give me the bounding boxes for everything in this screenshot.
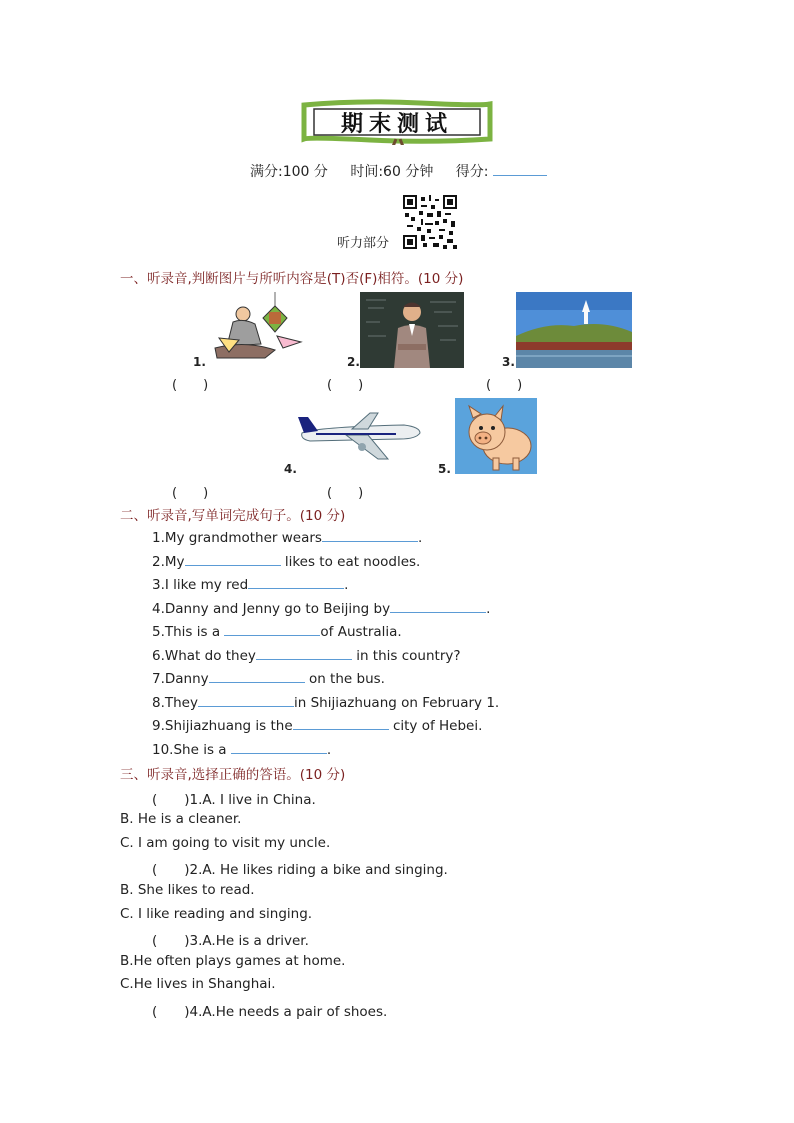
section2-heading: 二、听录音,写单词完成句子。(10 分): [120, 508, 346, 524]
sentence-text: 8.They: [152, 695, 198, 711]
fill-sentence-4: [152, 600, 490, 617]
fill-sentence-5: [152, 623, 402, 640]
option-3c: C.He lives in Shanghai.: [120, 976, 276, 992]
pig-icon: [455, 398, 537, 474]
sentence-text: 7.Danny: [152, 671, 209, 687]
sentence-text: 6.What do they: [152, 648, 256, 664]
sentence-text: 2.My: [152, 554, 185, 570]
score-blank[interactable]: [493, 163, 547, 176]
exam-meta: [250, 161, 565, 181]
sentence-text: 1.My grandmother wears: [152, 530, 322, 546]
sentence-text: in Shijiazhuang on February 1.: [293, 695, 500, 711]
option-1b: B. He is a cleaner.: [120, 811, 242, 827]
sentence-text: 5.This is a: [152, 624, 225, 640]
sentence-text: .: [417, 530, 423, 546]
option-2c: C. I like reading and singing.: [120, 906, 313, 922]
question-4[interactable]: ( )4.A.He needs a pair of shoes.: [152, 1004, 388, 1020]
sentence-text: 10.She is a: [152, 742, 231, 758]
score-label: 得分:: [455, 164, 489, 180]
question-3[interactable]: ( )3.A.He is a driver.: [152, 933, 309, 949]
answer-paren-4[interactable]: ( ): [172, 486, 209, 501]
fill-sentence-10: [152, 741, 331, 758]
picture-number-2: 2.: [347, 355, 360, 369]
question-2[interactable]: ( )2.A. He likes riding a bike and singing.: [152, 862, 448, 878]
sentence-text: 3.I like my red: [152, 577, 249, 593]
sentence-text: .: [326, 742, 332, 758]
picture-number-3: 3.: [502, 355, 515, 369]
picture-pig: [455, 398, 537, 474]
answer-blank-1[interactable]: [322, 529, 418, 542]
time-limit: 时间:60 分钟: [350, 164, 434, 180]
answer-paren-5[interactable]: ( ): [327, 486, 364, 501]
page-title: 期末测试: [340, 112, 453, 137]
sentence-text: .: [344, 577, 349, 593]
answer-paren-3[interactable]: ( ): [486, 378, 523, 393]
answer-blank-6[interactable]: [256, 647, 352, 660]
sentence-text: likes to eat noodles.: [280, 554, 421, 570]
answer-blank-4[interactable]: [390, 600, 486, 613]
fill-sentence-1: [152, 529, 422, 546]
option-1c: C. I am going to visit my uncle.: [120, 835, 331, 851]
qr-code-icon: [403, 195, 457, 249]
answer-blank-2[interactable]: [185, 553, 281, 566]
answer-blank-3[interactable]: [248, 576, 344, 589]
picture-kite-maker: [205, 292, 305, 362]
full-score: 满分:100 分: [250, 164, 328, 180]
fill-sentence-2: [152, 553, 420, 570]
fill-sentence-8: [152, 694, 499, 711]
answer-paren-1[interactable]: ( ): [172, 378, 209, 393]
section3-heading: 三、听录音,选择正确的答语。(10 分): [120, 767, 346, 783]
option-3b: B.He often plays games at home.: [120, 953, 346, 969]
picture-number-1: 1.: [193, 355, 206, 369]
picture-airplane: [296, 407, 424, 463]
answer-paren-2[interactable]: ( ): [327, 378, 364, 393]
sentence-text: 4.Danny and Jenny go to Beijing by: [152, 601, 391, 617]
title-banner: [300, 99, 494, 145]
answer-blank-8[interactable]: [198, 694, 294, 707]
picture-park: [516, 292, 632, 368]
sentence-text: in this country?: [351, 648, 461, 664]
fill-sentence-6: [152, 647, 461, 664]
section1-heading: 一、听录音,判断图片与所听内容是(T)否(F)相符。(10 分): [120, 271, 464, 287]
picture-number-4: 4.: [284, 462, 297, 476]
answer-blank-10[interactable]: [231, 741, 327, 754]
sentence-text: of Australia.: [320, 624, 402, 640]
sentence-text: city of Hebei.: [388, 718, 483, 734]
teacher-icon: [360, 292, 464, 368]
kite-maker-icon: [205, 292, 305, 362]
question-1[interactable]: ( )1.A. I live in China.: [152, 792, 316, 808]
airplane-icon: [296, 407, 424, 463]
fill-sentence-7: [152, 670, 385, 687]
picture-teacher: [360, 292, 464, 368]
fill-sentence-9: [152, 717, 482, 734]
sentence-text: 9.Shijiazhuang is the: [152, 718, 293, 734]
fill-sentence-3: [152, 576, 348, 593]
sentence-text: .: [486, 601, 491, 617]
park-landscape-icon: [516, 292, 632, 368]
option-2b: B. She likes to read.: [120, 882, 255, 898]
answer-blank-7[interactable]: [209, 670, 305, 683]
sentence-text: on the bus.: [304, 671, 385, 687]
picture-number-5: 5.: [438, 462, 451, 476]
answer-blank-9[interactable]: [293, 717, 389, 730]
listening-label: 听力部分: [337, 236, 390, 251]
answer-blank-5[interactable]: [224, 623, 320, 636]
